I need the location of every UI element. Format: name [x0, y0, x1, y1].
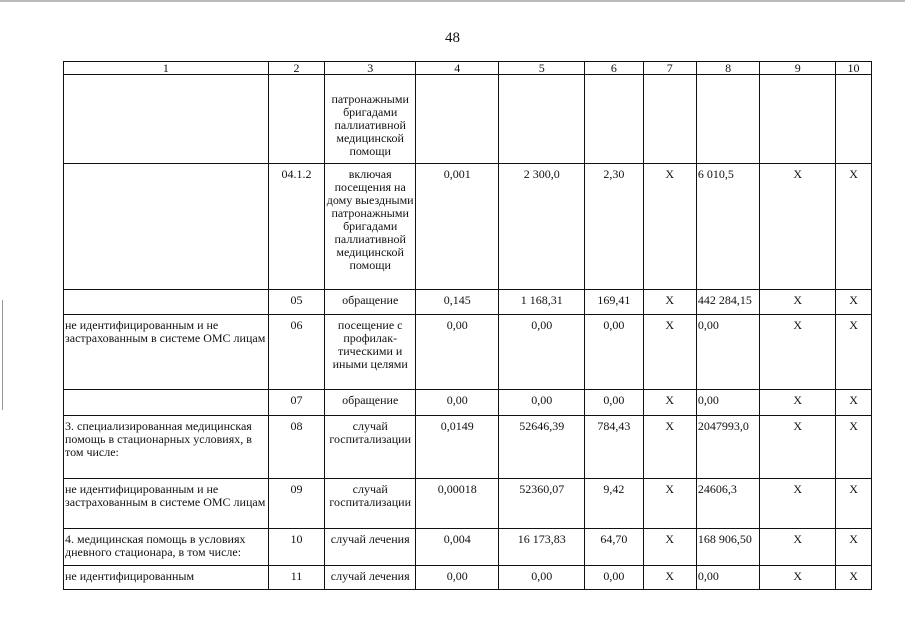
row-cell	[499, 75, 585, 164]
row-cell: 784,43	[585, 416, 643, 479]
row-cell: X	[643, 479, 696, 529]
header-cell: 3	[325, 62, 416, 75]
row-cell: 0,00	[696, 315, 759, 390]
row-cell: X	[643, 315, 696, 390]
row-cell	[416, 75, 499, 164]
row-cell: X	[643, 529, 696, 566]
row-cell: X	[760, 566, 836, 590]
row-cell: 0,00	[416, 390, 499, 416]
row-cell	[760, 75, 836, 164]
row-code-cell: 05	[268, 290, 324, 315]
row-cell: 169,41	[585, 290, 643, 315]
row-name-cell: не идентифицированным	[64, 566, 269, 590]
header-cell: 5	[499, 62, 585, 75]
row-unit-cell: случай лечения	[325, 566, 416, 590]
table-row	[64, 390, 872, 416]
row-cell: X	[760, 315, 836, 390]
row-code-cell: 04.1.2	[268, 164, 324, 290]
row-code-cell: 09	[268, 479, 324, 529]
row-cell: X	[836, 290, 872, 315]
row-unit-cell: случай лечения	[325, 529, 416, 566]
row-cell: 0,0149	[416, 416, 499, 479]
row-cell	[643, 75, 696, 164]
row-unit-cell: обращение	[325, 390, 416, 416]
row-cell: X	[836, 315, 872, 390]
row-cell: X	[836, 164, 872, 290]
row-name-cell	[64, 164, 269, 290]
header-row	[64, 62, 872, 75]
table-row	[64, 529, 872, 566]
row-code-cell: 08	[268, 416, 324, 479]
row-cell: 168 906,50	[696, 529, 759, 566]
header-cell: 8	[696, 62, 759, 75]
row-cell: X	[643, 290, 696, 315]
row-code-cell: 06	[268, 315, 324, 390]
row-cell: X	[836, 529, 872, 566]
row-cell: 64,70	[585, 529, 643, 566]
row-cell: 0,00	[585, 390, 643, 416]
header-cell: 4	[416, 62, 499, 75]
table-row	[64, 416, 872, 479]
row-cell	[585, 75, 643, 164]
row-name-cell: 4. медицинская помощь в условиях дневного стационара, в том числе:	[64, 529, 269, 566]
table-row	[64, 566, 872, 590]
row-unit-cell: включая посещения на дому выездными патронажными бригадами паллиативной медицинской помощи	[325, 164, 416, 290]
row-unit-cell: обращение	[325, 290, 416, 315]
row-cell: 0,00	[585, 566, 643, 590]
row-name-cell	[64, 290, 269, 315]
row-cell: X	[760, 390, 836, 416]
header-cell: 7	[643, 62, 696, 75]
row-cell: 442 284,15	[696, 290, 759, 315]
row-name-cell	[64, 75, 269, 164]
row-cell: 1 168,31	[499, 290, 585, 315]
row-cell: X	[643, 390, 696, 416]
row-cell: X	[836, 416, 872, 479]
row-cell: X	[760, 164, 836, 290]
row-cell: 0,145	[416, 290, 499, 315]
row-unit-cell: посещение с профилак-тическими и иными целями	[325, 315, 416, 390]
header-cell: 9	[760, 62, 836, 75]
row-cell: 9,42	[585, 479, 643, 529]
header-cell: 10	[836, 62, 872, 75]
edge-mark-top	[0, 0, 905, 2]
row-cell: X	[643, 164, 696, 290]
row-cell: 0,00	[416, 315, 499, 390]
row-code-cell	[268, 75, 324, 164]
table-row	[64, 315, 872, 390]
row-code-cell: 10	[268, 529, 324, 566]
row-cell: 2 300,0	[499, 164, 585, 290]
row-cell: X	[760, 529, 836, 566]
page-number: 48	[445, 30, 460, 46]
header-cell: 2	[268, 62, 324, 75]
edge-mark-left	[2, 300, 3, 410]
row-cell: 0,001	[416, 164, 499, 290]
row-code-cell: 07	[268, 390, 324, 416]
row-cell: X	[643, 566, 696, 590]
row-unit-cell: случай госпитализации	[325, 416, 416, 479]
row-cell: X	[836, 390, 872, 416]
table-row	[64, 290, 872, 315]
row-cell: 2,30	[585, 164, 643, 290]
row-cell: X	[836, 566, 872, 590]
row-cell: 0,00	[696, 390, 759, 416]
row-cell: 0,00	[696, 566, 759, 590]
row-cell: 0,00018	[416, 479, 499, 529]
row-name-cell: не идентифицированным и не застрахованным в системе ОМС лицам	[64, 315, 269, 390]
row-cell: 0,00	[585, 315, 643, 390]
row-name-cell	[64, 390, 269, 416]
row-cell: X	[760, 479, 836, 529]
row-cell: 0,00	[499, 390, 585, 416]
row-cell: 6 010,5	[696, 164, 759, 290]
row-unit-cell: патронажными бригадами паллиативной медицинской помощи	[325, 75, 416, 164]
row-cell: 0,00	[499, 566, 585, 590]
row-cell: X	[760, 416, 836, 479]
row-code-cell: 11	[268, 566, 324, 590]
row-name-cell: не идентифицированным и не застрахованным в системе ОМС лицам	[64, 479, 269, 529]
header-cell: 1	[64, 62, 269, 75]
data-table	[63, 61, 872, 590]
row-cell: 0,00	[499, 315, 585, 390]
row-cell: 2047993,0	[696, 416, 759, 479]
row-cell	[696, 75, 759, 164]
row-cell: X	[836, 479, 872, 529]
table-row	[64, 164, 872, 290]
row-cell: 0,004	[416, 529, 499, 566]
row-cell: 52646,39	[499, 416, 585, 479]
row-name-cell: 3. специализированная медицинская помощь в стационарных условиях, в том числе:	[64, 416, 269, 479]
row-cell: X	[760, 290, 836, 315]
table-row	[64, 479, 872, 529]
row-unit-cell: случай госпитализации	[325, 479, 416, 529]
row-cell: X	[643, 416, 696, 479]
row-cell	[836, 75, 872, 164]
row-cell: 52360,07	[499, 479, 585, 529]
row-cell: 24606,3	[696, 479, 759, 529]
header-cell: 6	[585, 62, 643, 75]
table-row	[64, 75, 872, 164]
row-cell: 16 173,83	[499, 529, 585, 566]
row-cell: 0,00	[416, 566, 499, 590]
